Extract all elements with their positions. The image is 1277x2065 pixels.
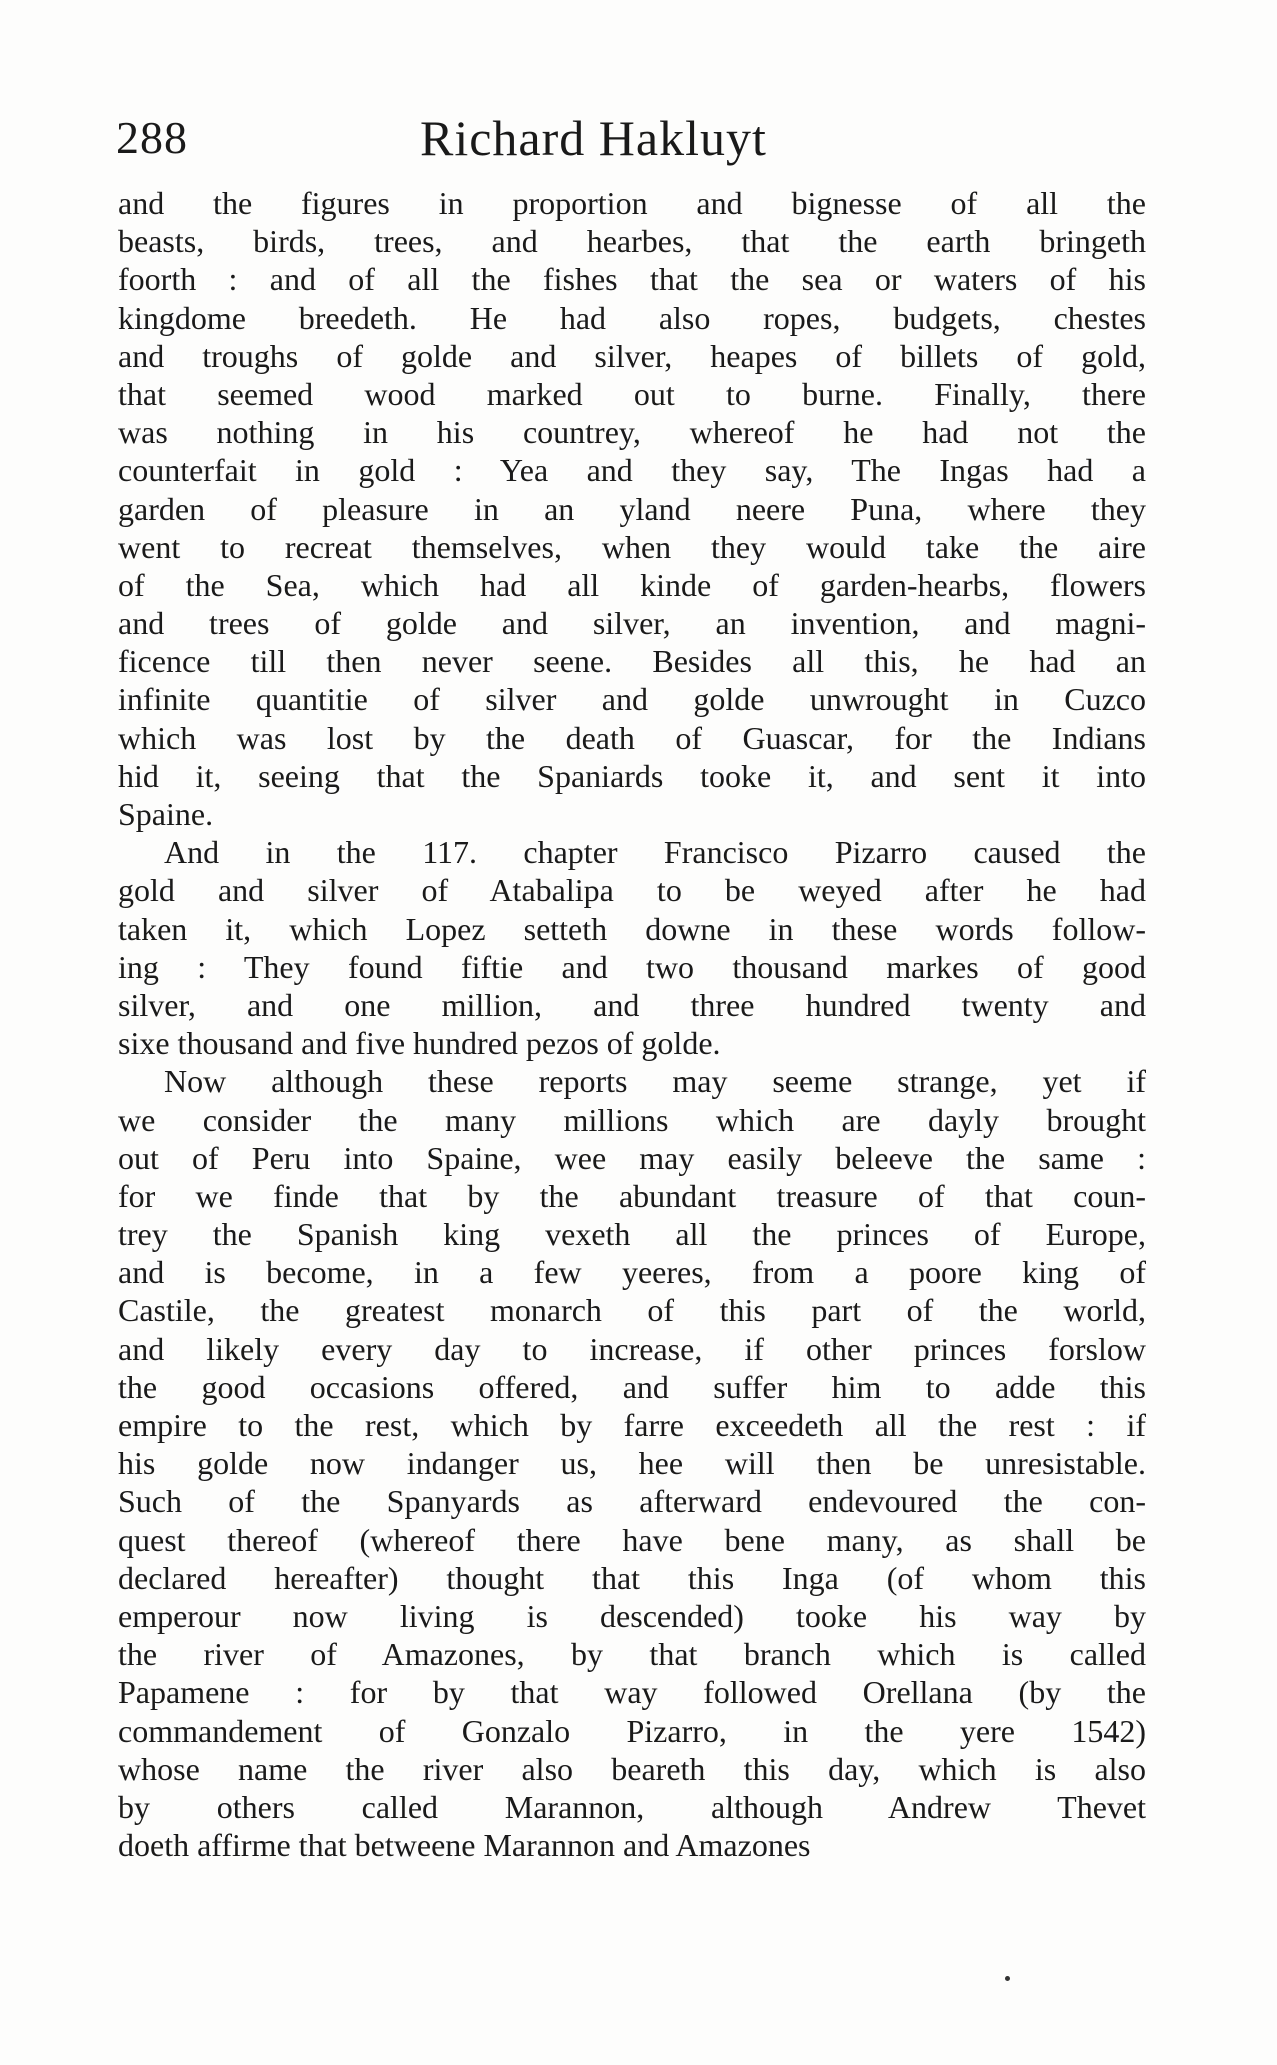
- text-line: declared hereafter) thought that this Inga (of whom this: [118, 1559, 1146, 1596]
- text-line: Now although these reports may seeme strange, yet if: [164, 1063, 1146, 1100]
- text-line: Such of the Spanyards as afterward endevoured the con-: [118, 1483, 1146, 1520]
- text-line: went to recreat themselves, when they would take the aire: [118, 528, 1146, 565]
- text-line: whose name the river also beareth this day, which is also: [118, 1750, 1146, 1787]
- text-line: trey the Spanish king vexeth all the princes of Europe,: [118, 1216, 1146, 1253]
- text-line: and troughs of golde and silver, heapes of billets of gold,: [118, 337, 1146, 374]
- text-line: ing : They found fiftie and two thousand markes of good: [118, 948, 1146, 985]
- text-line: and the figures in proportion and bignesse of all the: [118, 185, 1146, 221]
- page-header: [116, 108, 1146, 178]
- paragraph: [118, 1062, 1146, 1864]
- text-line: And in the 117. chapter Francisco Pizarro caused the: [164, 834, 1146, 871]
- text-line: of the Sea, which had all kinde of garden-hearbs, flowers: [118, 566, 1146, 603]
- text-line: gold and silver of Atabalipa to be weyed after he had: [118, 872, 1146, 909]
- text-line: and trees of golde and silver, an invention, and magni-: [118, 605, 1146, 642]
- text-line: emperour now living is descended) tooke his way by: [118, 1597, 1146, 1634]
- text-line: foorth : and of all the fishes that the sea or waters of his: [118, 261, 1146, 298]
- text-line: the river of Amazones, by that branch which is called: [118, 1636, 1146, 1673]
- page-number: 288: [116, 112, 188, 163]
- text-line: hid it, seeing that the Spaniards tooke it, and sent it into: [118, 757, 1146, 794]
- text-line: for we finde that by the abundant treasure of that coun-: [118, 1177, 1146, 1214]
- text-line: we consider the many millions which are dayly brought: [118, 1101, 1146, 1138]
- paragraph: [118, 833, 1146, 1062]
- text-line: kingdome breedeth. He had also ropes, budgets, chestes: [118, 299, 1146, 336]
- text-line: doeth affirme that betweene Marannon and Amazones: [118, 1827, 811, 1864]
- text-line: sixe thousand and five hundred pezos of golde.: [118, 1025, 721, 1062]
- text-line: garden of pleasure in an yland neere Puna, where they: [118, 490, 1146, 527]
- text-line: counterfait in gold : Yea and they say, The Ingas had a: [118, 452, 1146, 489]
- text-line: and likely every day to increase, if other princes forslow: [118, 1330, 1146, 1367]
- print-speck: [1005, 1976, 1010, 1981]
- text-line: which was lost by the death of Guascar, for the Indians: [118, 719, 1146, 756]
- text-line: beasts, birds, trees, and hearbes, that the earth bringeth: [118, 223, 1146, 260]
- text-line: was nothing in his countrey, whereof he had not the: [118, 414, 1146, 451]
- text-line: quest thereof (whereof there have bene many, as shall be: [118, 1521, 1146, 1558]
- text-line: by others called Marannon, although Andrew Thevet: [118, 1788, 1146, 1825]
- text-line: that seemed wood marked out to burne. Finally, there: [118, 375, 1146, 412]
- text-line: and is become, in a few yeeres, from a poore king of: [118, 1254, 1146, 1291]
- text-line: infinite quantitie of silver and golde unwrought in Cuzco: [118, 681, 1146, 718]
- running-title: Richard Hakluyt: [420, 110, 767, 166]
- text-line: the good occasions offered, and suffer him to adde this: [118, 1368, 1146, 1405]
- text-line: empire to the rest, which by farre exceedeth all the rest : if: [118, 1407, 1146, 1443]
- text-line: his golde now indanger us, hee will then be unresistable.: [118, 1445, 1146, 1482]
- text-line: out of Peru into Spaine, wee may easily beleeve the same :: [118, 1139, 1146, 1176]
- text-line: ficence till then never seene. Besides all this, he had an: [118, 643, 1146, 680]
- paragraph: [118, 184, 1146, 833]
- text-line: taken it, which Lopez setteth downe in these words follow-: [118, 910, 1146, 947]
- body-text: [118, 184, 1146, 1864]
- text-line: commandement of Gonzalo Pizarro, in the yere 1542): [118, 1712, 1146, 1749]
- text-line: Spaine.: [118, 796, 214, 832]
- text-line: silver, and one million, and three hundred twenty and: [118, 986, 1146, 1023]
- text-line: Castile, the greatest monarch of this part of the world,: [118, 1292, 1146, 1329]
- text-line: Papamene : for by that way followed Orellana (by the: [118, 1674, 1146, 1711]
